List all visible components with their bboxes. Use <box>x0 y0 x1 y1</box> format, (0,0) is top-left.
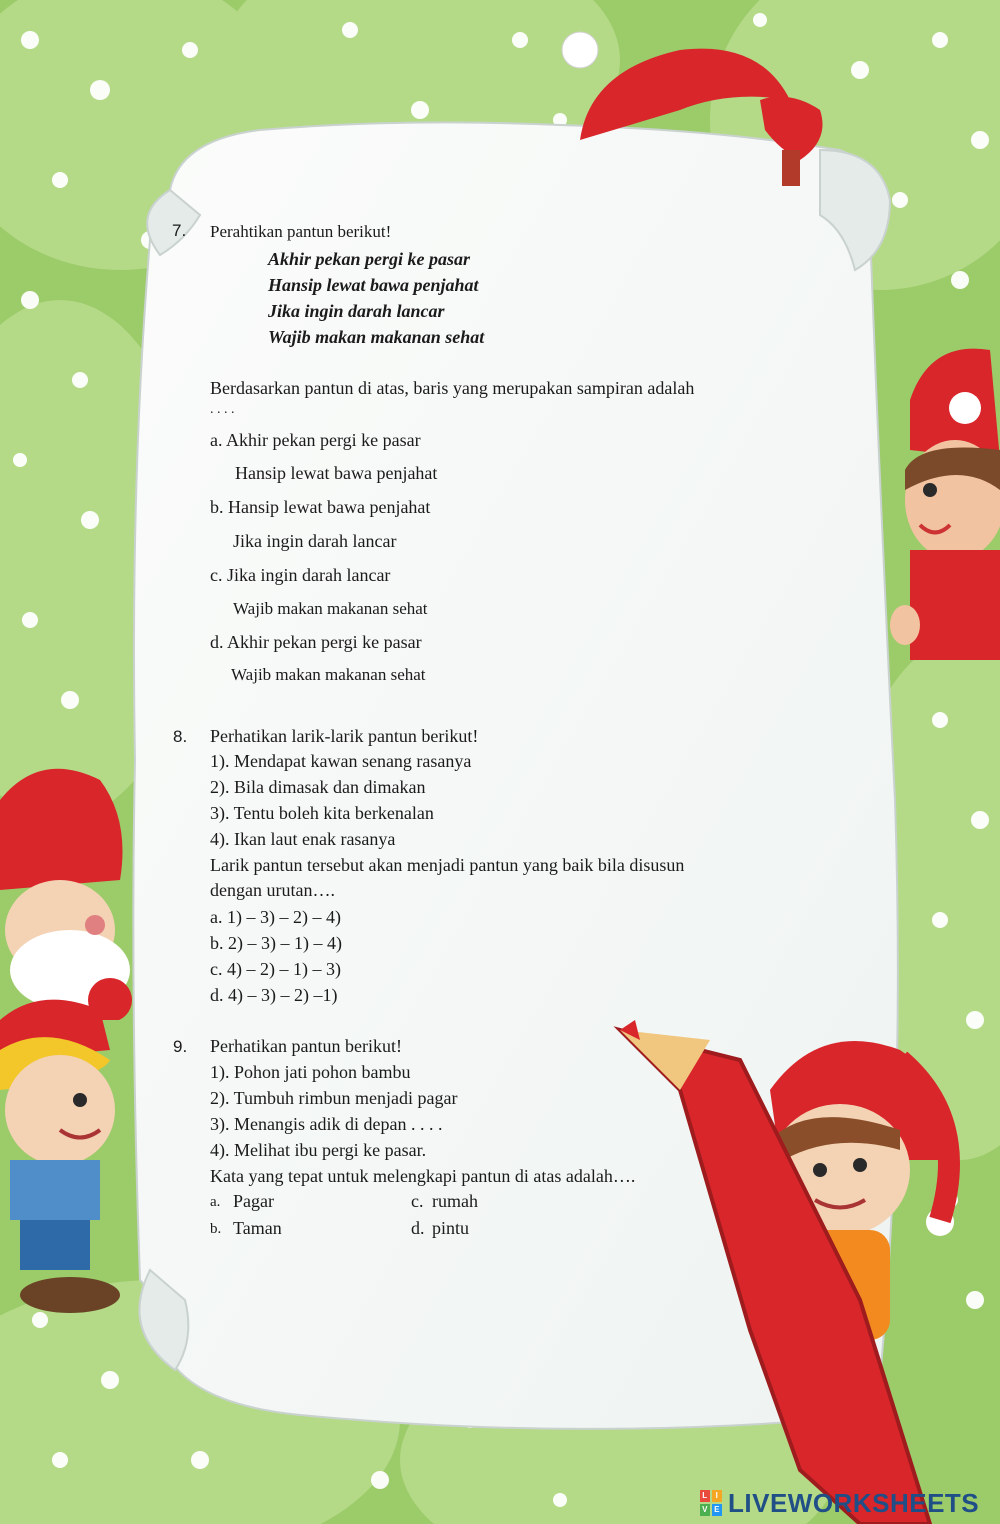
badge-letter-l: L <box>700 1490 710 1502</box>
q9-option-b-text[interactable]: Taman <box>233 1218 282 1238</box>
q8-line-3: 3). Tentu boleh kita berkenalan <box>210 803 434 823</box>
q7-question-cont: . . . . <box>210 402 235 417</box>
q9-option-c-text[interactable]: rumah <box>432 1191 478 1211</box>
q8-option-a[interactable]: a. 1) – 3) – 2) – 4) <box>210 907 341 927</box>
q7-question: Berdasarkan pantun di atas, baris yang merupakan sampiran adalah <box>210 378 695 398</box>
q9-line-4: 4). Melihat ibu pergi ke pasar. <box>210 1140 427 1160</box>
q8-question-cont: dengan urutan…. <box>210 880 335 900</box>
q9-option-a-label: a. <box>210 1194 221 1210</box>
q7-option-b-line2: Jika ingin darah lancar <box>233 531 397 551</box>
q9-option-d-text[interactable]: pintu <box>432 1218 470 1238</box>
q7-number: 7. <box>172 221 187 240</box>
q9-option-a-text[interactable]: Pagar <box>233 1191 274 1211</box>
q9-option-d-label: d. <box>411 1218 425 1238</box>
q7-poem-line-3: Jika ingin darah lancar <box>268 301 445 321</box>
q9-question: Kata yang tepat untuk melengkapi pantun di atas adalah…. <box>210 1166 636 1186</box>
elf-santa-left-illustration <box>0 760 140 1020</box>
boy-blonde-left-illustration <box>0 990 150 1320</box>
badge-letter-v: V <box>700 1504 710 1516</box>
q9-option-c-label: c. <box>411 1191 424 1211</box>
elf-hat-top-illustration <box>560 30 840 190</box>
q7-option-a-line1[interactable]: a. Akhir pekan pergi ke pasar <box>210 430 421 450</box>
q8-option-b[interactable]: b. 2) – 3) – 1) – 4) <box>210 933 342 953</box>
q9-line-3: 3). Menangis adik di depan . . . . <box>210 1114 443 1134</box>
q9-option-b-label: b. <box>210 1221 222 1237</box>
elf-girl-right-illustration <box>890 340 1000 670</box>
q8-option-c[interactable]: c. 4) – 2) – 1) – 3) <box>210 959 341 979</box>
q7-option-d-line2: Wajib makan makanan sehat <box>231 665 426 684</box>
q8-line-4: 4). Ikan laut enak rasanya <box>210 829 396 849</box>
q7-option-d-line1[interactable]: d. Akhir pekan pergi ke pasar <box>210 632 422 652</box>
q8-prompt: Perhatikan larik-larik pantun berikut! <box>210 726 479 746</box>
q8-line-2: 2). Bila dimasak dan dimakan <box>210 777 426 797</box>
q7-prompt: Perahtikan pantun berikut! <box>210 222 392 241</box>
q7-option-a-line2: Hansip lewat bawa penjahat <box>235 463 438 483</box>
badge-letter-i: I <box>712 1490 722 1502</box>
q9-number: 9. <box>173 1037 188 1056</box>
q9-line-1: 1). Pohon jati pohon bambu <box>210 1062 411 1082</box>
q8-question: Larik pantun tersebut akan menjadi pantun yang baik bila disusun <box>210 855 685 875</box>
q7-option-b-line1[interactable]: b. Hansip lewat bawa penjahat <box>210 497 431 517</box>
q9-prompt: Perhatikan pantun berikut! <box>210 1036 402 1056</box>
q8-line-1: 1). Mendapat kawan senang rasanya <box>210 751 472 771</box>
q8-number: 8. <box>173 727 188 746</box>
badge-letter-e: E <box>712 1504 722 1516</box>
q7-poem-line-1: Akhir pekan pergi ke pasar <box>268 249 471 269</box>
liveworksheets-badge-icon <box>700 1490 722 1516</box>
q7-option-c-line1[interactable]: c. Jika ingin darah lancar <box>210 565 391 585</box>
boy-with-pencil-illustration <box>600 1000 1000 1524</box>
liveworksheets-logo[interactable] <box>700 1488 979 1518</box>
q7-poem-line-4: Wajib makan makanan sehat <box>268 327 485 347</box>
q7-option-c-line2: Wajib makan makanan sehat <box>233 599 428 618</box>
q8-option-d[interactable]: d. 4) – 3) – 2) –1) <box>210 985 338 1005</box>
q7-poem-line-2: Hansip lewat bawa penjahat <box>268 275 479 295</box>
liveworksheets-wordmark: LIVEWORKSHEETS <box>728 1487 980 1518</box>
q9-line-2: 2). Tumbuh rimbun menjadi pagar <box>210 1088 458 1108</box>
